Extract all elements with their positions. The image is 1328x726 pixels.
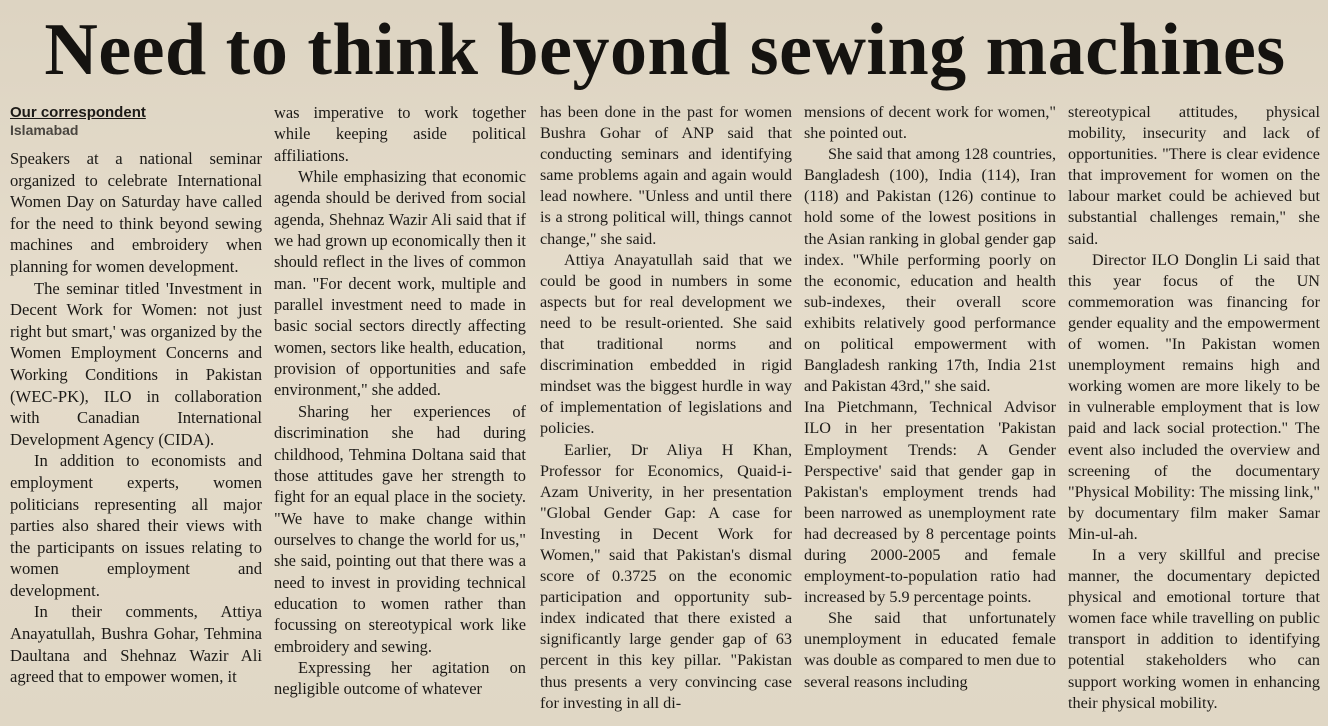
- paragraph: The seminar titled 'Investment in Decent Work for Women: not just right but smart,' was organized by the Women Employment Concerns and Working Conditions in Pakistan (WEC-PK), ILO in collaboration with Canadian International Development Agency (CIDA).: [10, 278, 262, 449]
- paragraph: Expressing her agitation on negligible outcome of whatever: [274, 657, 526, 699]
- paragraph: She said that unfortunately unemployment in educated female was double as compared to men due to several reasons including: [804, 609, 1056, 691]
- paragraph: In a very skillful and precise manner, the documentary depicted physical and emotional torture that women face while travelling on public transport in addition to identifying potential stakeholders who can support working women in enhancing their physical mobility.: [1068, 545, 1320, 712]
- paragraph: Attiya Anayatullah said that we could be good in numbers in some aspects but for real development we need to be result-oriented. She said that traditional norms and discrimination embedded in rigid mindset was the biggest hurdle in way of implementation of legislations and policies.: [540, 250, 792, 438]
- article-column-1: [10, 102, 262, 688]
- article-column-3: [540, 102, 792, 714]
- paragraph: In addition to economists and employment experts, women politicians representing all major parties also shared their views with the participants on issues relating to women employment and development.: [10, 451, 262, 600]
- paragraph: Earlier, Dr Aliya H Khan, Professor for Economics, Quaid-i-Azam Univerity, in her presentation "Global Gender Gap: A case for Investing in Decent Work for Women," said that Pakistan's dismal score of 0.3725 on the economic participation and opportunity sub-index indicated that there existed a significantly large gender gap of 63 percent in this key pillar. "Pakistan thus presents a very convincing case for investing in all di-: [540, 440, 792, 712]
- paragraph: While emphasizing that economic agenda should be derived from social agenda, Shehnaz Wazir Ali said that if we had grown up economically then it should reflect in the lives of common man. "For decent work, multiple and parallel investment need to made in basic social sectors directly affecting women, sectors like health, education, provision of opportunities and safe environment," she added.: [274, 167, 526, 400]
- byline: Our correspondent: [10, 104, 146, 121]
- article-column-2: [274, 102, 526, 700]
- paragraph: stereotypical attitudes, physical mobility, insecurity and lack of opportunities. "There is clear evidence that improvement for women on the labour market could be achieved but substantial challenges remain," she said.: [1068, 103, 1320, 248]
- headline: Need to think beyond sewing machines: [44, 9, 1286, 91]
- paragraph: has been done in the past for women Bushra Gohar of ANP said that conducting seminars and identifying same problems again and again would lead nowhere. "Unless and until there is a strong political will, things cannot change," she said.: [540, 103, 792, 248]
- article-column-4: [804, 102, 1056, 693]
- paragraph: Sharing her experiences of discrimination she had during childhood, Tehmina Doltana said that those attitudes gave her strength to fight for an equal place in the society. "We have to make change within ourselves to change the world for us," she said, pointing out that there was a need to invest in providing technical education to women rather than focussing on stereotypical work like embroidery and sewing.: [274, 401, 526, 656]
- article-column-5: [1068, 102, 1320, 714]
- paragraph: Director ILO Donglin Li said that this year focus of the UN commemoration was financing for gender equality and the empowerment of women. "In Pakistan women unemployment remains high and working women are more likely to be in vulnerable employment that is low paid and lack social protection." The event also included the overview and screening of the documentary "Physical Mobility: The missing link," by documentary film maker Samar Min-ul-ah.: [1068, 250, 1320, 543]
- paragraph: was imperative to work together while keeping aside political affiliations.: [274, 103, 526, 165]
- paragraph: In their comments, Attiya Anayatullah, Bushra Gohar, Tehmina Daultana and Shehnaz Wazir Ali agreed that to empower women, it: [10, 602, 262, 687]
- paragraph: mensions of decent work for women," she pointed out.: [804, 103, 1056, 143]
- paragraph: Speakers at a national seminar organized to celebrate International Women Day on Saturday have called for the need to think beyond sewing machines and embroidery when planning for women development.: [10, 149, 262, 276]
- dateline: Islamabad: [10, 122, 79, 138]
- paragraph: Ina Pietchmann, Technical Advisor ILO in her presentation 'Pakistan Employment Trends: A Gender Perspective' said that gender gap in Pakistan's employment trends had been narrowed as unemployment rate had decreased by 8 percentage points during 2000-2005 and female employment-to-population ratio had increased by 5.9 percentage points.: [804, 398, 1056, 607]
- paragraph: She said that among 128 countries, Bangladesh (100), India (114), Iran (118) and Pakistan (126) continue to hold some of the lowest positions in the Asian ranking in global gender gap index. "While performing poorly on the economic, education and health sub-indexes, their overall score exhibits relatively good performance on political empowerment with Bangladesh ranking 17th, India 21st and Pakistan 43rd," she said.: [804, 145, 1056, 396]
